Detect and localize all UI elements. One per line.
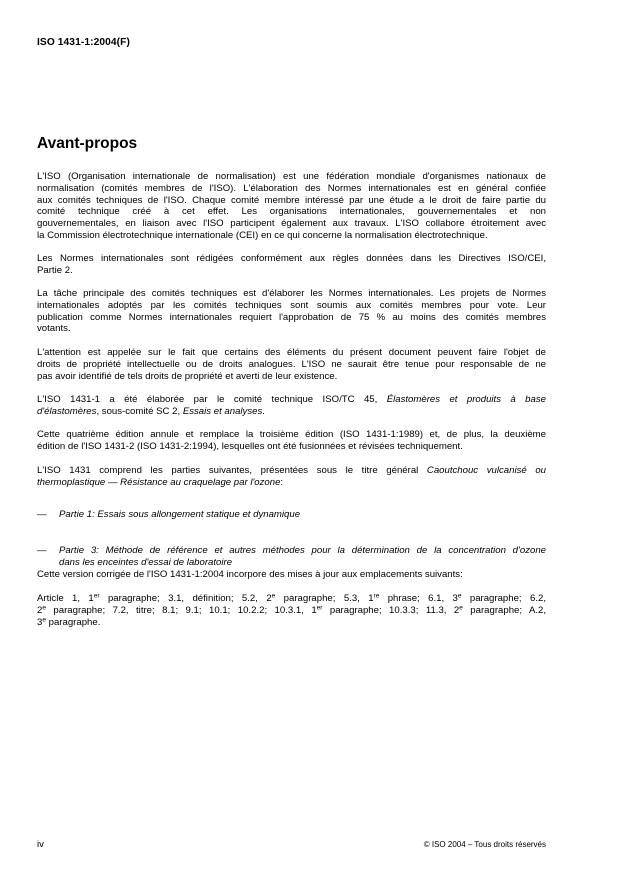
dash-bullet: —	[37, 544, 47, 556]
text-line: L'ISO 1431 comprend les parties suivantes, présentées sous le titre général Caoutchouc vulcanisé ou	[37, 465, 547, 476]
paragraph-foreword-intro	[37, 171, 546, 242]
text-line: thermoplastique — Résistance au craquelage par l'ozone:	[37, 476, 284, 488]
paragraph-directives	[37, 253, 546, 277]
text-line: Les Normes internationales sont rédigées conformément aux règles données dans les Directives ISO/CEI,	[37, 253, 546, 264]
text-line: gouvernementales, en liaison avec l'ISO participent également aux travaux. L'ISO collabore étroitement avec	[37, 218, 546, 230]
paragraph-committees	[37, 288, 546, 335]
list-item-text: dans les enceintes d'essai de laboratoire	[59, 556, 233, 568]
paragraph-edition	[37, 429, 546, 453]
text-line: 2e paragraphe; 7.2, titre; 8.1; 9.1; 10.1; 10.2.2; 10.3.1, 1er paragraphe; 10.3.3; 11.3, 2e paragraphe; A.2,	[37, 604, 547, 616]
text-line: normalisation (comités membres de l'ISO). L'élaboration des Normes internationales est en général confiée	[37, 182, 546, 194]
text-line: Partie 2.	[37, 264, 73, 276]
paragraph-corrected-version	[37, 569, 546, 581]
list-item-text: Partie 1: Essais sous allongement statique et dynamique	[59, 509, 301, 520]
text-line: aux comités techniques de l'ISO. Chaque comité membre intéressé par une étude a le droit de faire partie du	[37, 194, 546, 206]
paragraph-patent-rights	[37, 347, 546, 382]
text-line: édition de l'ISO 1431-2 (ISO 1431-2:1994), lesquelles ont été fusionnées et révisées techniquement.	[37, 440, 463, 452]
text-line: la Commission électrotechnique internationale (CEI) en ce qui concerne la normalisation électrotechnique.	[37, 229, 488, 241]
document-id-header: ISO 1431-1:2004(F)	[37, 37, 130, 48]
paragraph-parts	[37, 465, 546, 489]
list-item-part-3	[37, 545, 546, 569]
section-title: Avant-propos	[37, 135, 138, 152]
text-line: Article 1, 1er paragraphe; 3.1, définition; 5.2, 2e paragraphe; 5.3, 1re phrase; 6.1, 3e paragraphe; 6.2,	[37, 592, 546, 604]
paragraph-update-locations	[37, 593, 546, 628]
text-line: d'élastomères, sous-comité SC 2, Essais et analyses.	[37, 405, 265, 417]
list-item-part-1	[37, 509, 546, 521]
text-line: publication comme Normes internationales requiert l'approbation de 75 % au moins des comités membres	[37, 311, 546, 323]
text-line: La tâche principale des comités techniques est d'élaborer les Normes internationales. Les projets de Normes	[37, 288, 546, 299]
page-number: iv	[37, 839, 44, 850]
text-line: droits de propriété intellectuelle ou de droits analogues. L'ISO ne saurait être tenue pour responsable de ne	[37, 358, 546, 370]
text-line: Cette quatrième édition annule et remplace la troisième édition (ISO 1431-1:1989) et, de plus, la deuxième	[37, 429, 546, 440]
text-line: L'ISO 1431-1 a été élaborée par le comité technique ISO/TC 45, Élastomères et produits à base	[37, 394, 546, 405]
text-line: 3e paragraphe.	[37, 616, 101, 628]
text-line: internationales adoptés par les comités techniques sont soumis aux comités membres pour vote. Leur	[37, 299, 546, 311]
text-line: pas avoir identifié de tels droits de propriété et averti de leur existence.	[37, 370, 338, 382]
text-line: comité technique créé à cet effet. Les organisations internationales, gouvernementales et non	[37, 206, 546, 218]
copyright-notice: © ISO 2004 – Tous droits réservés	[423, 840, 546, 849]
text-line: L'attention est appelée sur le fait que certains des éléments du présent document peuvent faire l'objet de	[37, 347, 546, 358]
list-item-text: Partie 3: Méthode de référence et autres méthodes pour la détermination de la concentration d'ozone	[59, 544, 546, 556]
dash-bullet: —	[37, 509, 47, 520]
text-line: votants.	[37, 323, 71, 335]
text-line: Cette version corrigée de l'ISO 1431-1:2004 incorpore des mises à jour aux emplacements suivants:	[37, 569, 463, 580]
text-line: L'ISO (Organisation internationale de normalisation) est une fédération mondiale d'organismes nationaux de	[37, 171, 546, 182]
paragraph-preparation	[37, 394, 546, 418]
